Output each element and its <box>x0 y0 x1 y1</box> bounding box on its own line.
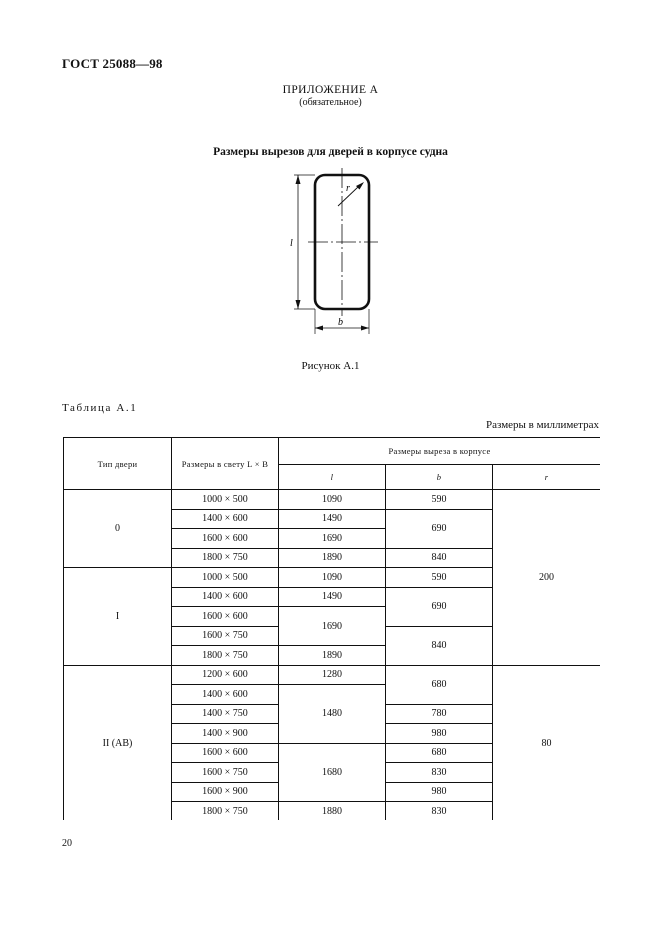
r-cell: 80 <box>493 665 601 820</box>
b-cell: 840 <box>386 626 493 665</box>
radius-label: r <box>346 183 350 194</box>
header-b: b <box>386 465 493 490</box>
b-cell: 980 <box>386 782 493 802</box>
width-label: b <box>338 317 343 328</box>
b-cell: 690 <box>386 509 493 548</box>
size-cell: 1400 × 900 <box>172 724 279 744</box>
document-code: ГОСТ 25088—98 <box>62 56 163 71</box>
size-cell: 1600 × 600 <box>172 743 279 763</box>
l-cell: 1890 <box>279 646 386 666</box>
b-cell: 590 <box>386 568 493 588</box>
b-cell: 680 <box>386 665 493 704</box>
size-cell: 1400 × 600 <box>172 685 279 705</box>
dimensions-table-container <box>63 437 600 820</box>
door-type-cell: 0 <box>64 490 172 568</box>
units-note: Размеры в миллиметрах <box>486 419 599 431</box>
height-label: l <box>290 238 293 249</box>
size-cell: 1800 × 750 <box>172 548 279 568</box>
size-cell: 1400 × 750 <box>172 704 279 724</box>
b-cell: 830 <box>386 802 493 821</box>
size-cell: 1200 × 600 <box>172 665 279 685</box>
header-r: r <box>493 465 601 490</box>
door-type-cell: I <box>64 568 172 666</box>
l-cell: 1880 <box>279 802 386 821</box>
figure-heading: Размеры вырезов для дверей в корпусе судна <box>213 146 448 158</box>
l-cell: 1890 <box>279 548 386 568</box>
appendix-subtitle: (обязательное) <box>299 97 362 108</box>
header-cutout-group: Размеры выреза в корпусе <box>279 438 601 465</box>
size-cell: 1000 × 500 <box>172 568 279 588</box>
size-cell: 1600 × 900 <box>172 782 279 802</box>
b-cell: 980 <box>386 724 493 744</box>
header-clear-size: Размеры в свету L × B <box>172 438 279 490</box>
header-door-type: Тип двери <box>64 438 172 490</box>
b-cell: 840 <box>386 548 493 568</box>
l-cell: 1490 <box>279 587 386 607</box>
b-cell: 690 <box>386 587 493 626</box>
size-cell: 1400 × 600 <box>172 587 279 607</box>
table-label: Таблица А.1 <box>62 402 138 414</box>
height-arrow-bottom <box>296 300 301 309</box>
width-arrow-right <box>361 326 369 331</box>
size-cell: 1600 × 750 <box>172 763 279 783</box>
size-cell: 1000 × 500 <box>172 490 279 510</box>
width-arrow-left <box>315 326 323 331</box>
r-cell: 200 <box>493 490 601 666</box>
l-cell: 1090 <box>279 568 386 588</box>
dimensions-table <box>63 437 600 820</box>
size-cell: 1600 × 600 <box>172 607 279 627</box>
l-cell: 1490 <box>279 509 386 529</box>
size-cell: 1800 × 750 <box>172 646 279 666</box>
l-cell: 1090 <box>279 490 386 510</box>
l-cell: 1690 <box>279 529 386 549</box>
b-cell: 780 <box>386 704 493 724</box>
l-cell: 1480 <box>279 685 386 744</box>
appendix-title: ПРИЛОЖЕНИЕ А <box>282 84 379 96</box>
b-cell: 830 <box>386 763 493 783</box>
b-cell: 680 <box>386 743 493 763</box>
size-cell: 1600 × 750 <box>172 626 279 646</box>
size-cell: 1600 × 600 <box>172 529 279 549</box>
height-arrow-top <box>296 175 301 184</box>
figure-caption: Рисунок А.1 <box>301 360 360 372</box>
size-cell: 1400 × 600 <box>172 509 279 529</box>
l-cell: 1680 <box>279 743 386 802</box>
b-cell: 590 <box>386 490 493 510</box>
header-l: l <box>279 465 386 490</box>
door-type-cell: II (АВ) <box>64 665 172 820</box>
l-cell: 1280 <box>279 665 386 685</box>
page-number: 20 <box>62 838 72 849</box>
l-cell: 1690 <box>279 607 386 646</box>
door-cutout-drawing <box>270 166 385 346</box>
size-cell: 1800 × 750 <box>172 802 279 821</box>
